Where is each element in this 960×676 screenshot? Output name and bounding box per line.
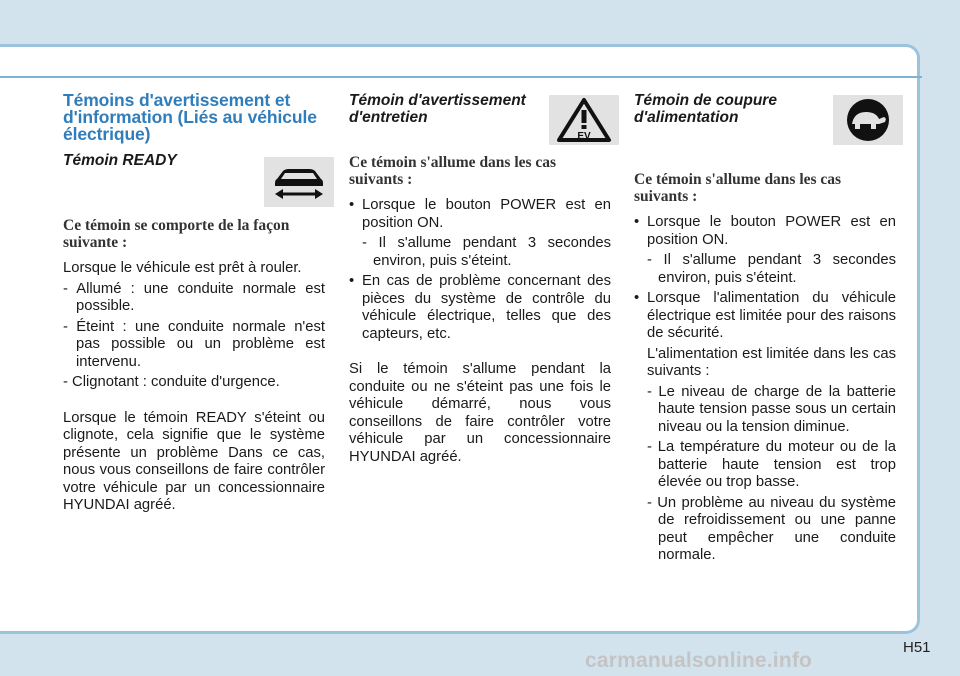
watermark: carmanualsonline.info [585, 649, 813, 672]
page-number: H51 [903, 639, 931, 656]
header-rule [0, 76, 922, 78]
service-bullet-2: • En cas de problème concernant des pièces du système de contrôle du véhicule électrique, telles que des capteurs, etc. [349, 273, 611, 342]
powercut-item-temp: - La température du moteur ou de la batterie haute tension est trop élevée ou trop basse. [647, 439, 896, 490]
column-service [349, 92, 611, 466]
ev-warning-icon [549, 95, 619, 145]
ready-para: Lorsque le véhicule est prêt à rouler. [63, 260, 302, 276]
bullet-dot: • [349, 197, 355, 213]
ready-note: Lorsque le témoin READY s'éteint ou clignote, cela signifie que le système présente un problème Dans ce cas, nous vous conseillons de faire contrôler votre véhicule par un concessionnaire HYUNDAI agréé. [63, 409, 325, 513]
bullet-dot: • [349, 273, 355, 289]
column-power-cut [634, 92, 896, 565]
powercut-bullet-1-sub: - Il s'allume pendant 3 secondes environ, puis s'éteint. [647, 252, 896, 286]
ready-indicator-icon [264, 157, 334, 207]
service-subtitle: Témoin d'avertissement d'entretien [349, 92, 526, 126]
service-bullet-1-sub: - Il s'allume pendant 3 secondes environ, puis s'éteint. [362, 235, 611, 269]
ready-item-off: - Éteint : une conduite normale n'est pas possible ou un problème est intervenu. [63, 318, 325, 370]
bullet-dot: • [634, 214, 640, 230]
svg-text:EV: EV [577, 131, 591, 142]
turtle-icon [833, 95, 903, 145]
powercut-limit-para: L'alimentation est limitée dans les cas suivants : [647, 345, 896, 379]
ready-item-on: - Allumé : une conduite normale est possible. [63, 280, 325, 314]
section-title: Témoins d'avertissement et d'information (Liés au véhicule électrique) [63, 90, 317, 144]
powercut-item-charge: - Le niveau de charge de la batterie haute tension passe sous un certain niveau ou la tension diminue. [647, 383, 896, 435]
powercut-subtitle: Témoin de coupure d'alimentation [634, 92, 777, 126]
ready-subtitle: Témoin READY [63, 152, 177, 169]
column-ready [63, 92, 325, 515]
powercut-item-cooling: - Un problème au niveau du système de refroidissement ou une panne peut empêcher une conduite normale. [647, 494, 896, 563]
powercut-lead: Ce témoin s'allume dans les cas suivants : [634, 171, 842, 205]
powercut-bullet-2: • Lorsque l'alimentation du véhicule électrique est limitée pour des raisons de sécurité. [634, 290, 896, 341]
powercut-bullet-1: • Lorsque le bouton POWER est en position ON. [634, 214, 896, 248]
service-bullet-1: • Lorsque le bouton POWER est en position ON. [349, 197, 611, 231]
service-note: Si le témoin s'allume pendant la conduite ou ne s'éteint pas une fois le véhicule démarré, nous vous conseillons de faire contrôler votre véhicule par un concessionnaire HYUNDAI agréé. [349, 361, 611, 465]
service-lead: Ce témoin s'allume dans les cas suivants : [349, 154, 557, 188]
ready-item-blink: - Clignotant : conduite d'urgence. [63, 374, 280, 390]
bullet-dot: • [634, 290, 640, 306]
ready-lead: Ce témoin se comporte de la façon suivante : [63, 217, 290, 251]
